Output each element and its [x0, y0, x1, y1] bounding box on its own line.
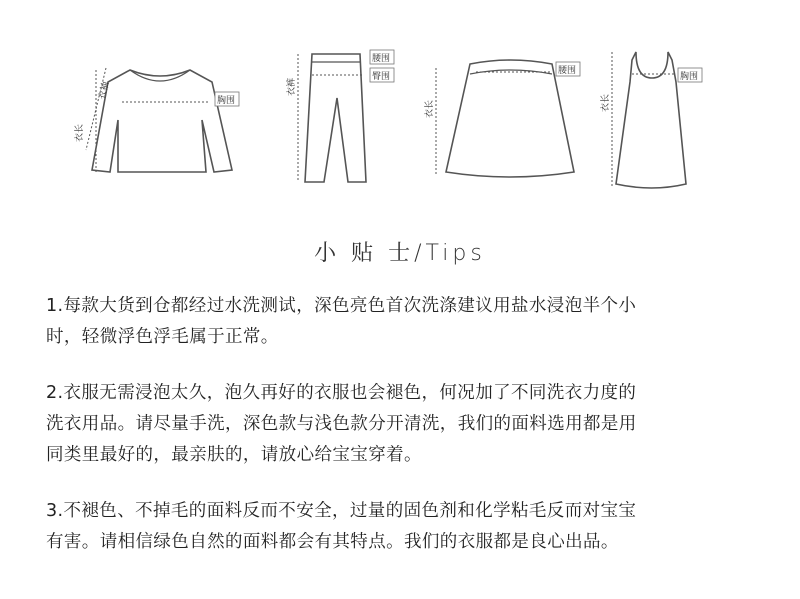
top-sleeve-label: 衣袖 [97, 80, 112, 101]
dress-length-label: 衣长 [601, 93, 611, 112]
garment-diagrams-svg [0, 0, 800, 200]
skirt-diagram [436, 60, 577, 177]
pants-hip-label: 臀围 [372, 72, 391, 82]
pants-diagram [298, 54, 366, 182]
garment-diagrams [0, 0, 800, 200]
tip-2-line-2: 洗衣用品。请尽量手洗，深色款与浅色款分开清洗，我们的面料选用都是用 [46, 414, 637, 434]
pants-length-label: 衣裤 [287, 77, 297, 96]
top-length-label: 衣长 [75, 123, 85, 142]
skirt-length-label: 衣长 [425, 99, 435, 118]
tip-2 [46, 378, 776, 471]
tip-3 [46, 496, 776, 558]
tip-3-line-2: 有害。请相信绿色自然的面料都会有其特点。我们的衣服都是良心出品。 [46, 532, 619, 552]
skirt-waist-label: 腰围 [558, 66, 577, 76]
tip-1 [46, 291, 776, 353]
top-chest-label: 胸围 [217, 96, 236, 106]
tip-3-line-1: 3.不褪色、不掉毛的面料反而不安全，过量的固色剂和化学粘毛反而对宝宝 [46, 501, 637, 521]
dress-chest-label: 胸围 [680, 72, 699, 82]
tip-2-line-3: 同类里最好的，最亲肤的，请放心给宝宝穿着。 [46, 445, 422, 465]
tip-2-line-1: 2.衣服无需浸泡太久，泡久再好的衣服也会褪色，何况加了不同洗衣力度的 [46, 383, 637, 403]
pants-waist-label: 腰围 [372, 54, 391, 64]
tip-1-line-1: 1.每款大货到仓都经过水洗测试，深色亮色首次洗涤建议用盐水浸泡半个小 [46, 296, 637, 316]
tips-title: 小 贴 士/Tips [314, 241, 486, 266]
dress-diagram [612, 52, 686, 188]
tip-1-line-2: 时，轻微浮色浮毛属于正常。 [46, 327, 279, 347]
